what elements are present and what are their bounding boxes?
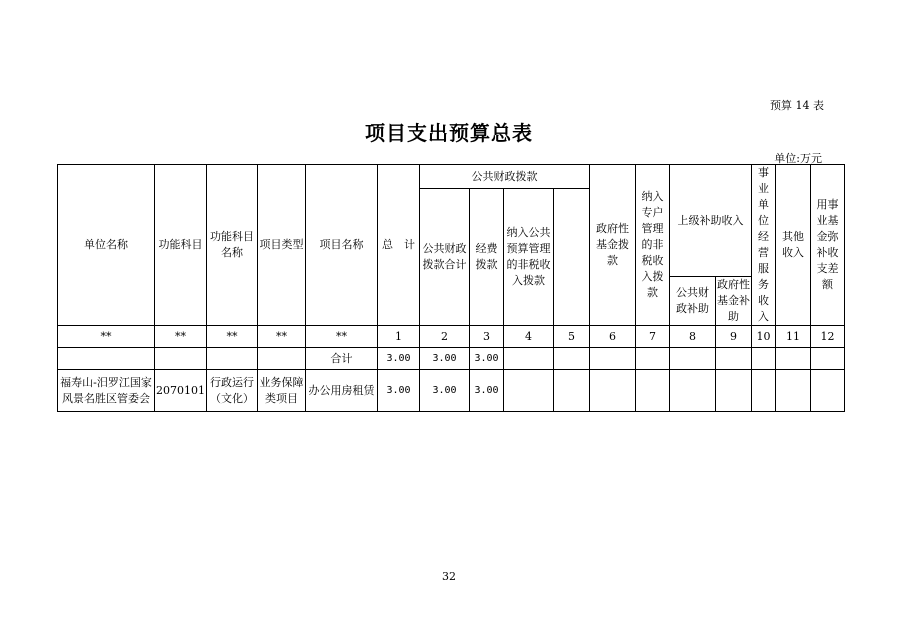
header-superior-subsidy: 上级补助收入: [670, 165, 752, 277]
header-project-name: 项目名称: [306, 165, 378, 326]
row-total: 3.00: [378, 370, 420, 412]
budget-table: [57, 164, 845, 412]
page-title: 项目支出预算总表: [365, 121, 533, 145]
form-number: 预算 14 表: [770, 99, 824, 112]
header-fund-gap: 用事业基金弥补收支差额: [811, 165, 845, 326]
empty-cell: [590, 348, 636, 370]
index-cell: 7: [636, 326, 670, 348]
unit-label: 单位:万元: [774, 152, 822, 165]
empty-cell: [776, 348, 811, 370]
header-func-subject-name: 功能科目名称: [207, 165, 258, 326]
total-public-finance: 3.00: [420, 348, 470, 370]
index-cell: **: [155, 326, 207, 348]
index-cell: 5: [554, 326, 590, 348]
header-project-type: 项目类型: [258, 165, 306, 326]
row-project-type: 业务保障类项目: [258, 370, 306, 412]
header-other-income: 其他收入: [776, 165, 811, 326]
empty-cell: [590, 370, 636, 412]
row-unit-name: 福寿山-汨罗江国家风景名胜区管委会: [58, 370, 155, 412]
index-cell: 12: [811, 326, 845, 348]
header-expense-alloc: 经费拨款: [470, 189, 504, 326]
empty-cell: [258, 348, 306, 370]
row-expense-alloc: 3.00: [470, 370, 504, 412]
index-cell: **: [207, 326, 258, 348]
empty-cell: [716, 348, 752, 370]
empty-cell: [636, 348, 670, 370]
index-cell: 2: [420, 326, 470, 348]
header-nontax-budget-mgmt: 纳入公共预算管理的非税收入拨款: [504, 189, 554, 326]
empty-cell: [504, 348, 554, 370]
empty-cell: [811, 370, 845, 412]
row-func-subject-name: 行政运行（文化）: [207, 370, 258, 412]
header-public-finance-total: 公共财政拨款合计: [420, 189, 470, 326]
index-cell: 4: [504, 326, 554, 348]
row-func-subject: 2070101: [155, 370, 207, 412]
empty-cell: [776, 370, 811, 412]
empty-cell: [504, 370, 554, 412]
index-cell: **: [258, 326, 306, 348]
index-row: [58, 326, 845, 348]
index-cell: 11: [776, 326, 811, 348]
empty-cell: [554, 348, 590, 370]
empty-cell: [752, 348, 776, 370]
page-number: 32: [442, 570, 456, 583]
total-expense-alloc: 3.00: [470, 348, 504, 370]
index-cell: **: [58, 326, 155, 348]
empty-cell: [670, 370, 716, 412]
header-total: 总 计: [378, 165, 420, 326]
index-cell: **: [306, 326, 378, 348]
index-cell: 9: [716, 326, 752, 348]
header-public-finance: 公共财政拨款: [420, 165, 590, 189]
index-cell: 10: [752, 326, 776, 348]
header-public-fin-subsidy: 公共财政补助: [670, 277, 716, 326]
header-empty-slot: [554, 189, 590, 326]
header-gov-fund: 政府性基金拨款: [590, 165, 636, 326]
table-row: [58, 370, 845, 412]
index-cell: 8: [670, 326, 716, 348]
row-public-finance: 3.00: [420, 370, 470, 412]
row-project-name: 办公用房租赁: [306, 370, 378, 412]
empty-cell: [636, 370, 670, 412]
empty-cell: [58, 348, 155, 370]
empty-cell: [155, 348, 207, 370]
index-cell: 3: [470, 326, 504, 348]
empty-cell: [752, 370, 776, 412]
empty-cell: [811, 348, 845, 370]
header-unit-name: 单位名称: [58, 165, 155, 326]
total-total: 3.00: [378, 348, 420, 370]
empty-cell: [207, 348, 258, 370]
empty-cell: [716, 370, 752, 412]
header-business-income: 事业单位经营服务收入: [752, 165, 776, 326]
empty-cell: [670, 348, 716, 370]
index-cell: 6: [590, 326, 636, 348]
header-special-nontax: 纳入专户管理的非税收入拨款: [636, 165, 670, 326]
total-label: 合计: [306, 348, 378, 370]
header-gov-fund-subsidy: 政府性基金补助: [716, 277, 752, 326]
index-cell: 1: [378, 326, 420, 348]
header-func-subject: 功能科目: [155, 165, 207, 326]
empty-cell: [554, 370, 590, 412]
total-row: [58, 348, 845, 370]
